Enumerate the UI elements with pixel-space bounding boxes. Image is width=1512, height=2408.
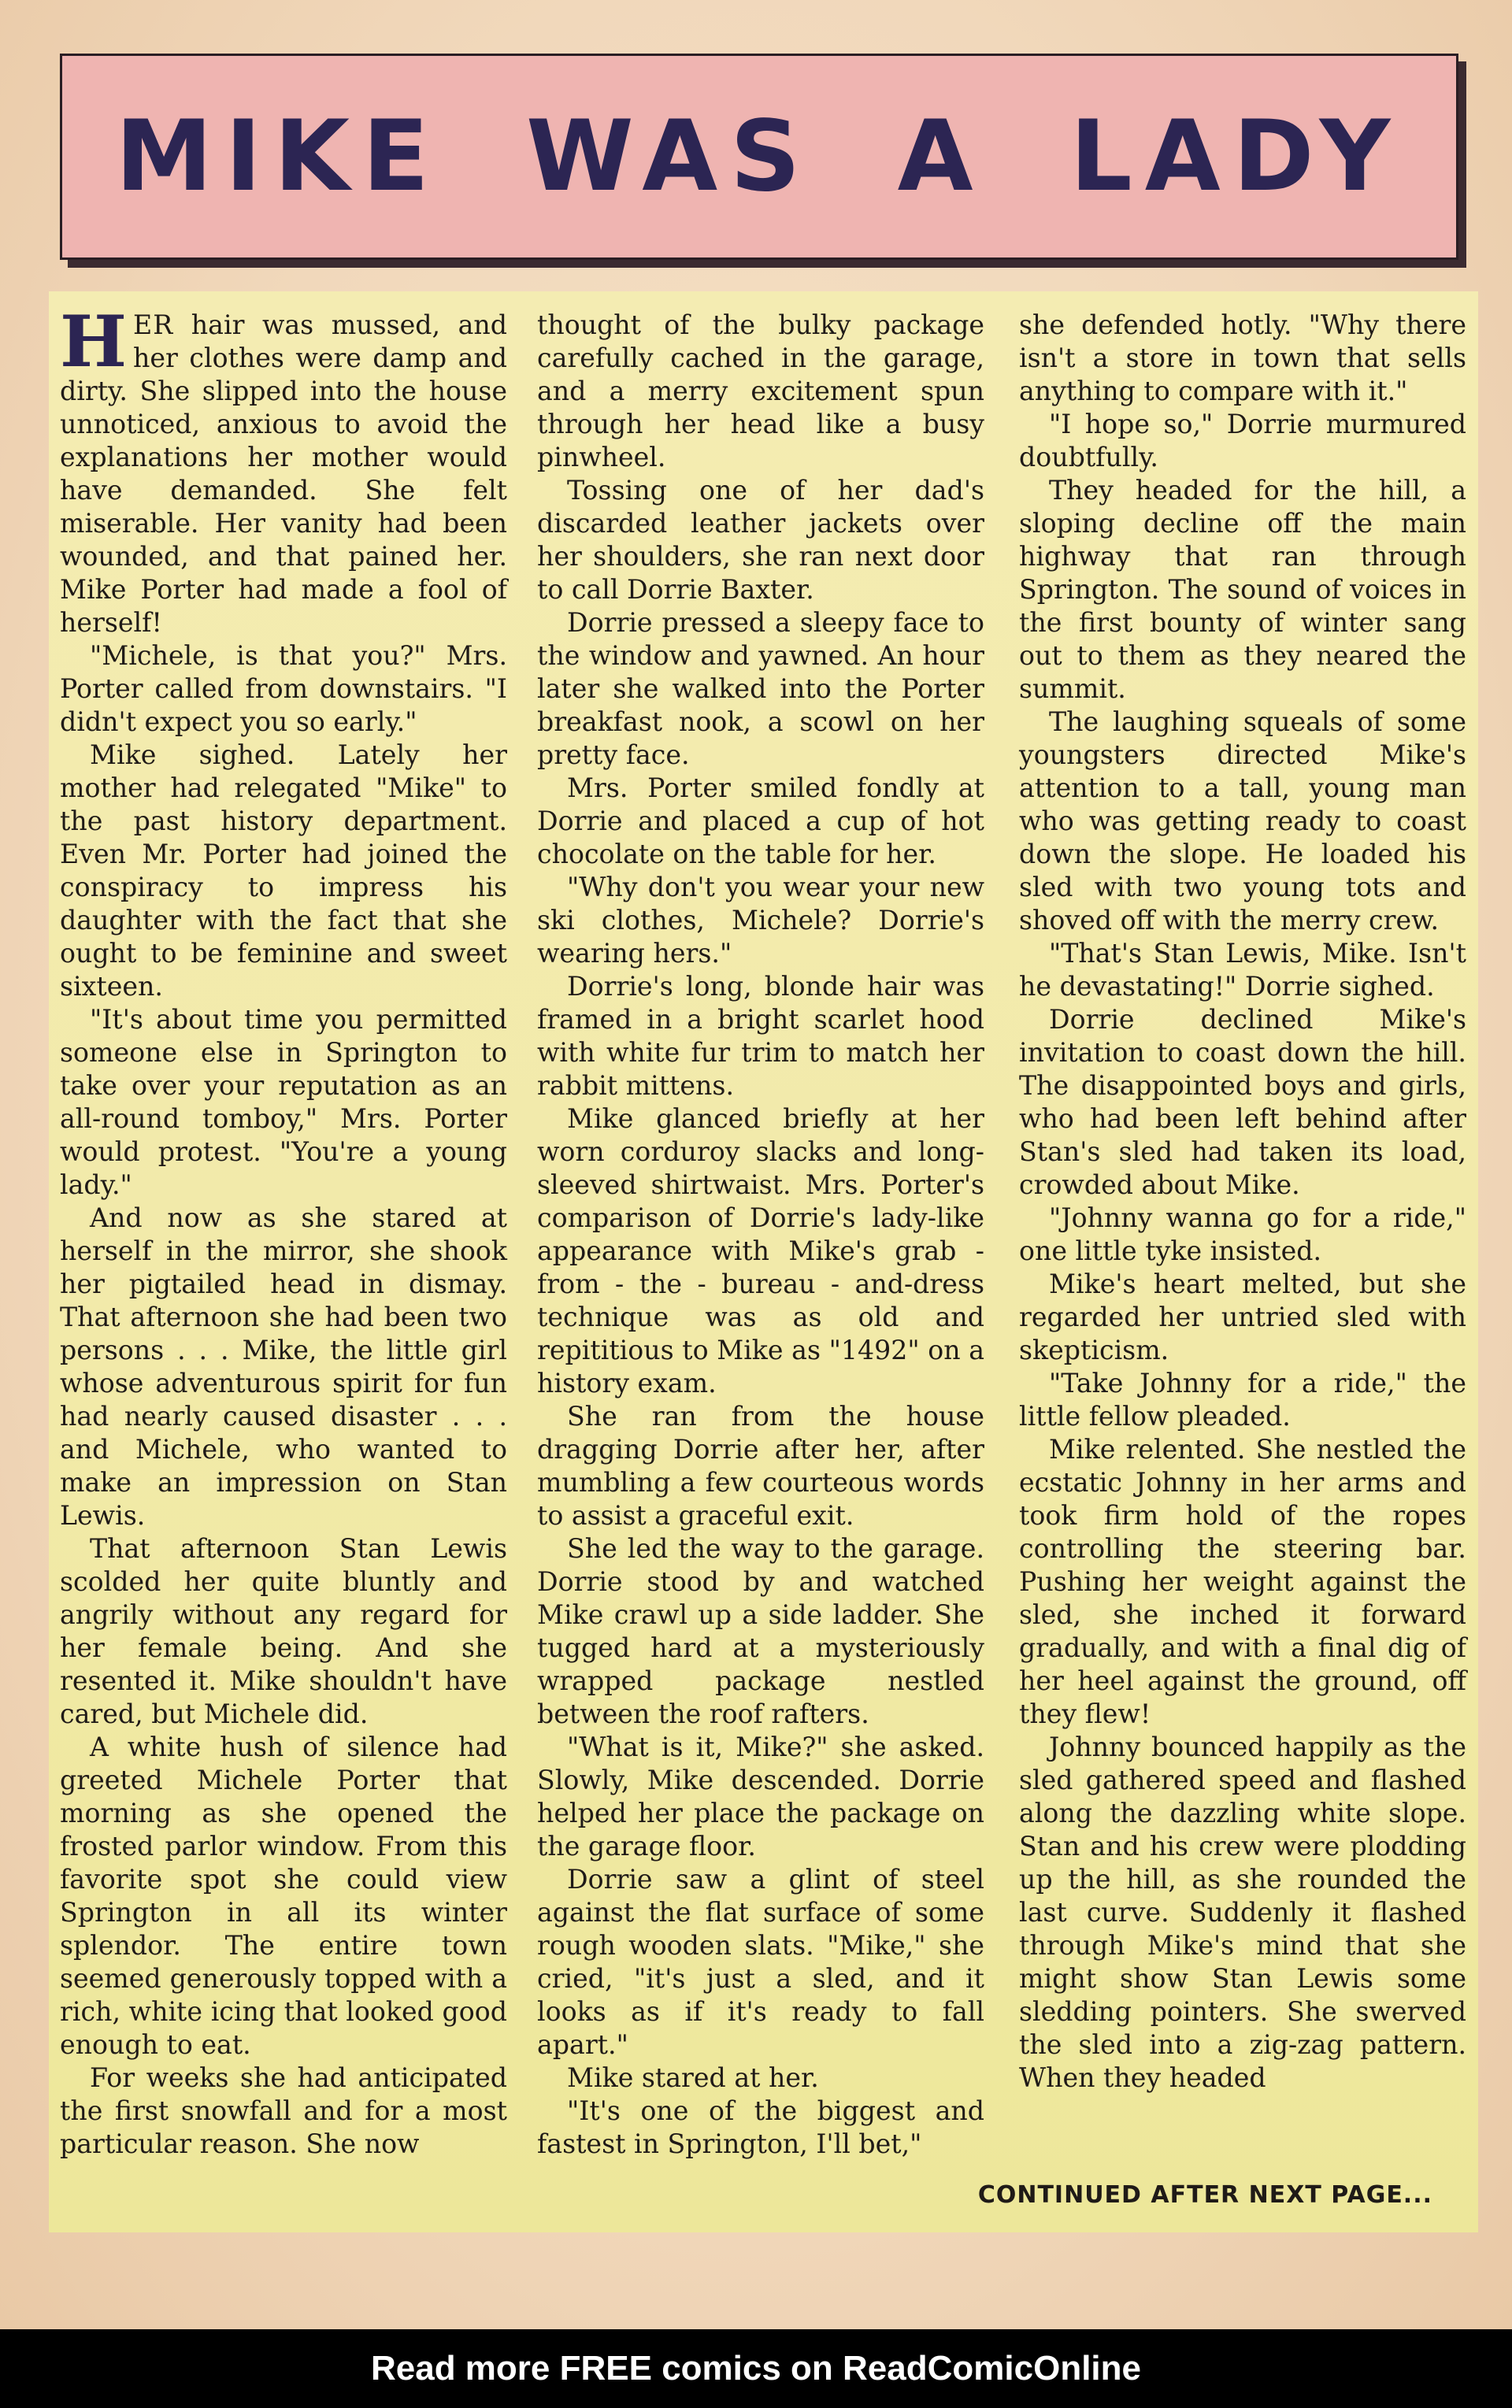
paragraph: "That's Stan Lewis, Mike. Isn't he devastating!" Dorrie sighed. — [1019, 938, 1466, 1002]
story-title: MIKE WAS A LADY — [115, 100, 1403, 213]
paragraph: Mike relented. She nestled the ecstatic Johnny in her arms and took firm hold of the ropes controlling the steering bar. Pushing her weight against the sled, she inched it forward gradually, and with a final dig of her heel against the ground, off they flew! — [1019, 1434, 1466, 1729]
paragraph: "Why don't you wear your new ski clothes, Michele? Dorrie's wearing hers." — [537, 872, 984, 969]
opening-paragraph — [60, 300, 507, 639]
paragraph: "It's about time you permitted someone else in Springton to take over your reputation as an all-round tomboy," Mrs. Porter would protest. "You're a young lady." — [60, 1004, 507, 1200]
text-column-1 — [60, 300, 507, 2161]
paragraph: Tossing one of her dad's discarded leather jackets over her shoulders, she ran next door to call Dorrie Baxter. — [537, 475, 984, 605]
text-column-3 — [1019, 309, 1466, 2095]
text-column-2 — [537, 309, 984, 2161]
paragraph: "Take Johnny for a ride," the little fellow pleaded. — [1019, 1368, 1466, 1432]
paragraph: She ran from the house dragging Dorrie after her, after mumbling a few courteous words to assist a graceful exit. — [537, 1401, 984, 1531]
paragraph: The laughing squeals of some youngsters directed Mike's attention to a tall, young man who was getting ready to coast down the slope. He loaded his sled with two young tots and shoved off with the merry crew. — [1019, 706, 1466, 935]
paragraph: And now as she stared at herself in the mirror, she shook her pigtailed head in dismay. That afternoon she had been two persons . . . Mike, the little girl whose adventurous spirit for fun had nearly caused disaster . . . and Michele, who wanted to make an impression on Stan Lewis. — [60, 1202, 507, 1531]
paragraph: "What is it, Mike?" she asked. Slowly, Mike descended. Dorrie helped her place the package on the garage floor. — [537, 1732, 984, 1862]
paragraph: She led the way to the garage. Dorrie stood by and watched Mike crawl up a side ladder. She tugged hard at a mysteriously wrapped package nestled between the roof rafters. — [537, 1533, 984, 1729]
paragraph: Mike's heart melted, but she regarded her untried sled with skepticism. — [1019, 1269, 1466, 1365]
paragraph: Johnny bounced happily as the sled gathered speed and flashed along the dazzling white slope. Stan and his crew were plodding up the hill, as she rounded the last curve. Suddenly it flashed through Mike's mind that she might show Stan Lewis some sledding pointers. She swerved the sled into a zig-zag pattern. When they headed — [1019, 1732, 1466, 2093]
paragraph: Dorrie's long, blonde hair was framed in a bright scarlet hood with white fur trim to match her rabbit mittens. — [537, 971, 984, 1101]
opening-caps: ER — [133, 309, 174, 340]
paragraph: A white hush of silence had greeted Michele Porter that morning as she opened the frosted parlor window. From this favorite spot she could view Springton in all its winter splendor. The entire town seemed generously topped with a rich, white icing that looked good enough to eat. — [60, 1732, 507, 2060]
site-banner[interactable]: Read more FREE comics on ReadComicOnline — [0, 2329, 1512, 2408]
paragraph: That afternoon Stan Lewis scolded her quite bluntly and angrily without any regard for her female being. And she resented it. Mike shouldn't have cared, but Michele did. — [60, 1533, 507, 1729]
drop-cap: H — [60, 300, 128, 383]
paragraph: she defended hotly. "Why there isn't a store in town that sells anything to compare with it." — [1019, 309, 1466, 406]
paragraph: Mike stared at her. — [567, 2062, 819, 2093]
paragraph: Dorrie saw a glint of steel against the flat surface of some rough wooden slats. "Mike," she cried, "it's just a sled, and it looks as if it's ready to fall apart." — [537, 1864, 984, 2060]
paragraph: They headed for the hill, a sloping decline off the main highway that ran through Springton. The sound of voices in the first bounty of winter sang out to them as they neared the summit. — [1019, 475, 1466, 704]
paragraph: For weeks she had anticipated the first snowfall and for a most particular reason. She now — [60, 2062, 507, 2159]
paragraph: Mrs. Porter smiled fondly at Dorrie and placed a cup of hot chocolate on the table for her. — [537, 772, 984, 869]
title-panel — [60, 54, 1458, 260]
paragraph: Dorrie declined Mike's invitation to coast down the hill. The disappointed boys and girls, who had been left behind after Stan's sled had taken its load, crowded about Mike. — [1019, 1004, 1466, 1200]
opening-text: hair was mussed, and her clothes were damp and dirty. She slipped into the house unnoticed, anxious to avoid the explanations her mother would have demanded. She felt miserable. Her vanity had been wounded, and that pained her. Mike Porter had made a fool of herself! — [60, 309, 507, 638]
paragraph: "Michele, is that you?" Mrs. Porter called from downstairs. "I didn't expect you so early." — [60, 640, 507, 737]
paragraph: "Johnny wanna go for a ride," one little tyke insisted. — [1019, 1202, 1466, 1266]
paragraph: thought of the bulky package carefully cached in the garage, and a merry excitement spun through her head like a busy pinwheel. — [537, 309, 984, 472]
paragraph: Mike glanced briefly at her worn corduroy slacks and long-sleeved shirtwaist. Mrs. Porter's comparison of Dorrie's lady-like appearance with Mike's grab - from - the - bureau - and-dress technique was as old and repititious to Mike as "1492" on a history exam. — [537, 1103, 984, 1398]
paragraph: Dorrie pressed a sleepy face to the window and yawned. An hour later she walked into the Porter breakfast nook, a scowl on her pretty face. — [537, 607, 984, 770]
paragraph: "It's one of the biggest and fastest in Springton, I'll bet," — [537, 2095, 984, 2159]
paragraph: Mike sighed. Lately her mother had relegated "Mike" to the past history department. Even Mr. Porter had joined the conspiracy to impress his daughter with the fact that she ought to be feminine and sweet sixteen. — [60, 739, 507, 1002]
story-text-panel — [49, 291, 1478, 2232]
paragraph: "I hope so," Dorrie murmured doubtfully. — [1019, 409, 1466, 472]
continued-note: CONTINUED AFTER NEXT PAGE... — [977, 2181, 1432, 2209]
